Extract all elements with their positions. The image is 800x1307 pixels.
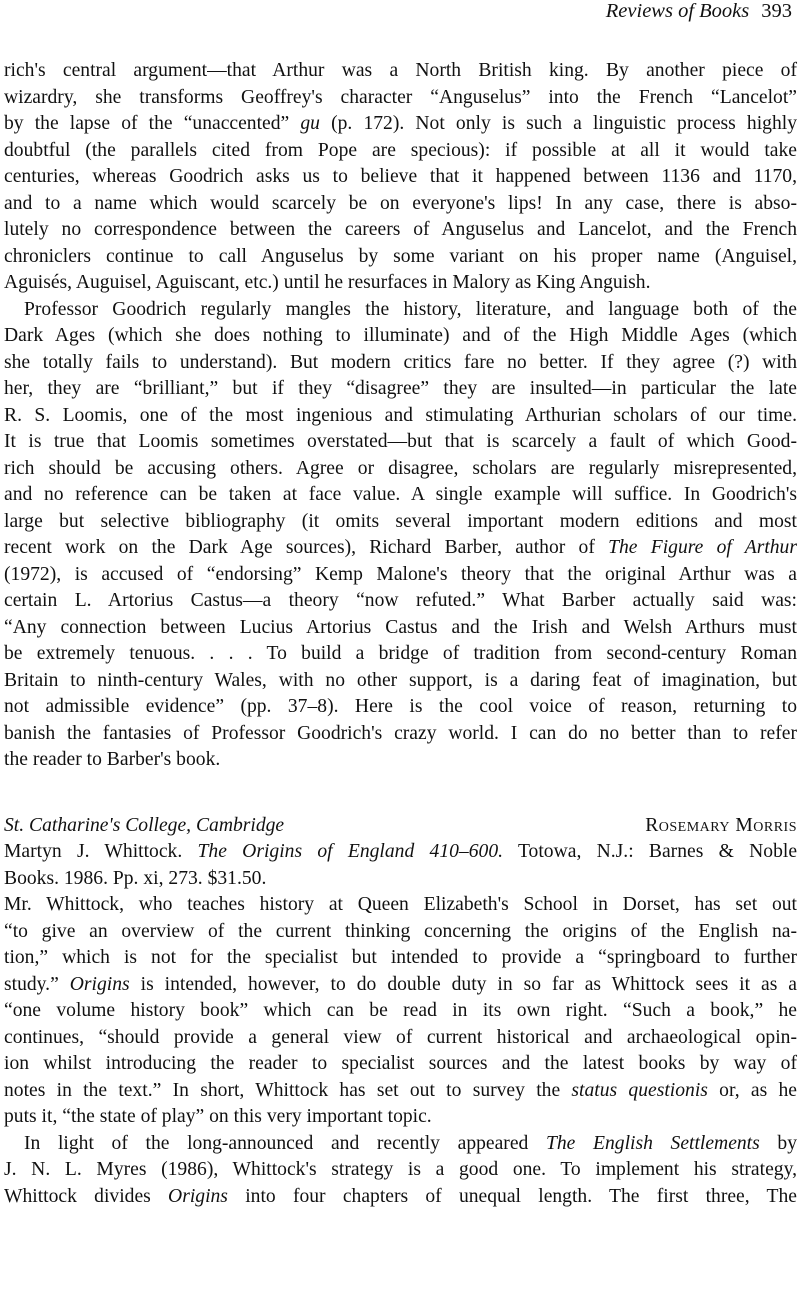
- text-line: Books. 1986. Pp. xi, 273. $31.50.: [4, 867, 267, 889]
- text-line: [4, 1131, 797, 1158]
- citation-publication: Totowa, N.J.: Barnes & Noble: [503, 841, 798, 862]
- paragraph-1: [4, 58, 797, 297]
- text-line: large but selective bibliography (it omits several important modern editions and most: [4, 510, 797, 532]
- text-line: tion,” which is not for the specialist but intended to provide a “springboard to further: [4, 947, 797, 968]
- book-title: The English Settlements: [545, 1132, 760, 1154]
- text-line: and no reference can be taken at face value. A single example will suffice. In Goodrich's: [4, 484, 797, 505]
- reviewer-name: Rosemary Morris: [645, 814, 797, 836]
- text-line: and to a name which would scarcely be on everyone's lips! In any case, there is abso-: [4, 192, 797, 214]
- text-run: recent work on the Dark Age sources), Richard Barber, author of: [4, 537, 609, 558]
- latin-term: status questionis: [571, 1079, 708, 1101]
- body-text: [4, 58, 797, 1210]
- text-line: [4, 535, 797, 562]
- citation-author: Martyn J. Whittock.: [4, 841, 198, 862]
- text-line: rich should be accusing others. Agree or disagree, scholars are regularly misrepresented,: [4, 457, 797, 479]
- text-run: Whittock divides: [4, 1185, 169, 1207]
- text-line: [4, 1078, 797, 1105]
- text-run: by: [759, 1132, 798, 1154]
- text-line: Mr. Whittock, who teaches history at Queen Elizabeth's School in Dorset, has set out: [4, 894, 797, 915]
- text-line: the reader to Barber's book.: [4, 749, 221, 770]
- text-line: Aguisés, Auguisel, Aguiscant, etc.) until he resurfaces in Malory as King Anguish.: [4, 272, 651, 293]
- text-run: is intended, however, to do double duty in so far as Whittock sees it as a: [129, 973, 798, 995]
- text-line: be extremely tenuous. . . . To build a bridge of tradition from second-century Roman: [4, 643, 797, 664]
- text-line: J. N. L. Myres (1986), Whittock's strategy is a good one. To implement his strategy,: [4, 1159, 797, 1180]
- book-title: Origins: [69, 973, 130, 995]
- text-line: R. S. Loomis, one of the most ingenious and stimulating Arthurian scholars of our time.: [4, 404, 797, 426]
- text-run: or, as he: [707, 1079, 797, 1101]
- text-line: lutely no correspondence between the careers of Anguselus and Lancelot, and the French: [4, 219, 797, 240]
- text-line: not admissible evidence” (pp. 37–8). Here is the cool voice of reason, returning to: [4, 696, 797, 717]
- text-line: certain L. Artorius Castus—a theory “now refuted.” What Barber actually said was:: [4, 590, 797, 611]
- text-line: her, they are “brilliant,” but if they “disagree” they are insulted—in particular the late: [4, 378, 797, 399]
- text-run: into four chapters of unequal length. The first three, The: [227, 1185, 797, 1207]
- text-line: [4, 111, 797, 138]
- text-line: chroniclers continue to call Anguselus by some variant on his proper name (Anguisel,: [4, 245, 797, 267]
- paragraph-3: [4, 892, 797, 1131]
- text-run: study.”: [4, 973, 70, 995]
- text-line: Britain to ninth-century Wales, with no other support, is a daring feat of imagination, but: [4, 669, 797, 691]
- text-line: doubtful (the parallels cited from Pope are specious): if possible at all it would take: [4, 139, 797, 161]
- paragraph-4: [4, 1131, 797, 1211]
- text-line: banish the fantasies of Professor Goodrich's crazy world. I can do no better than to refer: [4, 722, 797, 744]
- book-title: Origins: [168, 1185, 228, 1207]
- running-header: [606, 0, 792, 26]
- text-line: [4, 839, 797, 866]
- text-run: notes in the text.” In short, Whittock has set out to survey the: [4, 1079, 572, 1101]
- text-line: she totally fails to understand). But modern critics fare no better. If they agree (?) with: [4, 351, 797, 373]
- text-line: centuries, whereas Goodrich asks us to believe that it happened between 1136 and 1170,: [4, 166, 797, 187]
- page-number: 393: [761, 0, 792, 22]
- text-line: [4, 972, 797, 999]
- text-line: continues, “should provide a general view of current historical and archaeological opin-: [4, 1026, 797, 1048]
- text-line: Dark Ages (which she does nothing to illuminate) and of the High Middle Ages (which: [4, 325, 797, 346]
- book-citation: [4, 839, 797, 892]
- text-run: In light of the long-announced and recently appeared: [24, 1132, 546, 1154]
- reviewer-signature: [4, 813, 797, 840]
- text-line: wizardry, she transforms Geoffrey's character “Anguselus” into the French “Lancelot”: [4, 86, 797, 108]
- book-title: The Figure of Arthur: [608, 537, 797, 558]
- text-line: (1972), is accused of “endorsing” Kemp Malone's theory that the original Arthur was a: [4, 563, 797, 585]
- text-line: “Any connection between Lucius Artorius Castus and the Irish and Welsh Arthurs must: [4, 616, 797, 638]
- text-run: by the lapse of the “unaccented”: [4, 113, 301, 134]
- text-line: [4, 1184, 797, 1211]
- text-line: It is true that Loomis sometimes overstated—but that is scarcely a fault of which Good-: [4, 431, 797, 452]
- reviewer-affiliation: St. Catharine's College, Cambridge: [4, 814, 285, 836]
- text-line: puts it, “the state of play” on this very important topic.: [4, 1106, 432, 1127]
- italic-term: gu: [300, 113, 320, 134]
- text-line: “one volume history book” which can be read in its own right. “Such a book,” he: [4, 1000, 797, 1021]
- paragraph-2: [4, 297, 797, 774]
- text-line: Professor Goodrich regularly mangles the history, literature, and language both of the: [24, 298, 797, 320]
- text-run: (p. 172). Not only is such a linguistic process highly: [319, 113, 797, 134]
- running-title: Reviews of Books: [605, 0, 750, 22]
- text-line: ion whilst introducing the reader to specialist sources and the latest books by way of: [4, 1053, 797, 1074]
- citation-title: The Origins of England 410–600.: [197, 841, 504, 862]
- text-line: “to give an overview of the current thinking concerning the origins of the English na-: [4, 920, 797, 942]
- text-line: rich's central argument—that Arthur was a North British king. By another piece of: [4, 60, 797, 81]
